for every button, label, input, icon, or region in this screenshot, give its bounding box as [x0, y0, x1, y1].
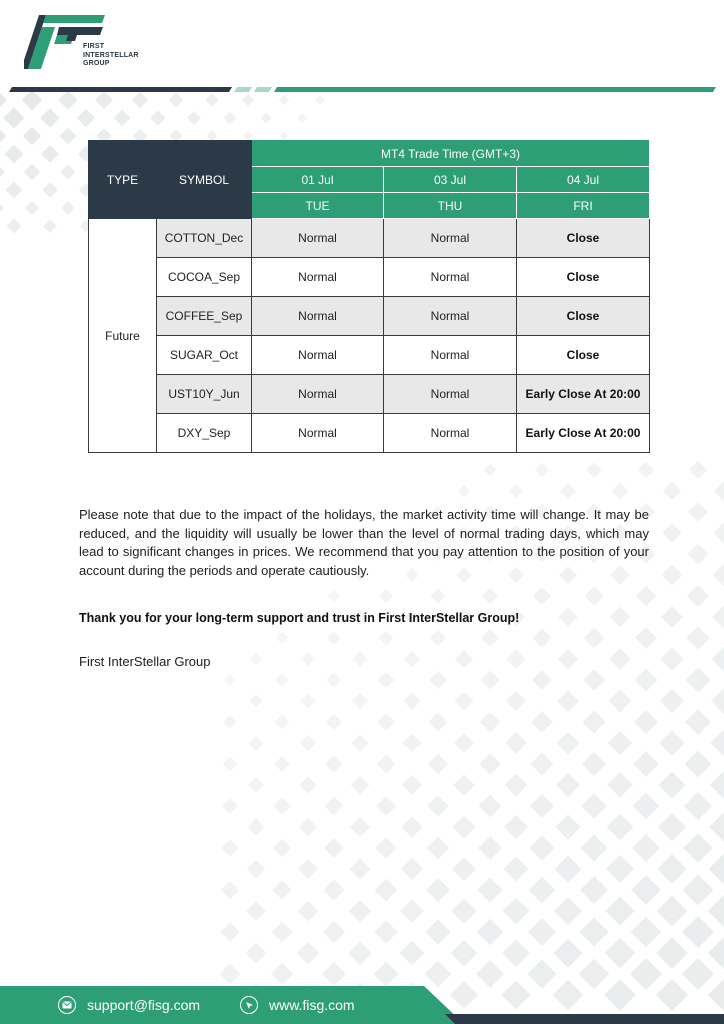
holiday-notice-paragraph: Please note that due to the impact of the holidays, the market activity time will change. It may be reduced, and the liquidity will usually be lower than the level of normal trading days, which may lead to significant changes in prices. We recommend that you pay attention to the position of your account during the periods and operate cautiously.: [79, 507, 649, 578]
background-diamond: [612, 483, 629, 500]
status-cell: Normal: [252, 336, 384, 375]
mail-icon: [58, 996, 76, 1014]
background-diamond: [476, 960, 504, 988]
background-diamond: [658, 813, 686, 841]
background-diamond: [451, 940, 477, 966]
background-diamond: [221, 839, 238, 856]
background-diamond: [712, 647, 724, 672]
background-diamond: [662, 565, 683, 586]
background-diamond: [425, 961, 451, 987]
background-diamond: [709, 812, 724, 842]
background-diamond: [430, 588, 445, 603]
status-cell: Normal: [252, 258, 384, 297]
background-diamond: [634, 710, 658, 734]
background-diamond: [273, 839, 292, 858]
date-header-2: 03 Jul: [384, 167, 517, 193]
background-diamond: [453, 816, 476, 839]
background-diamond: [659, 730, 685, 756]
table-row: [89, 375, 650, 414]
background-diamond: [605, 896, 634, 925]
footer-email[interactable]: [58, 994, 200, 1016]
trade-time-table-wrapper: [88, 140, 650, 453]
background-diamond: [260, 112, 271, 123]
background-diamond: [452, 857, 476, 881]
status-cell: Early Close At 20:00: [517, 375, 650, 414]
background-diamond: [374, 920, 398, 944]
background-diamond: [272, 880, 292, 900]
background-diamond: [327, 673, 342, 688]
background-diamond: [708, 937, 724, 969]
background-diamond: [579, 959, 610, 990]
background-diamond: [378, 630, 393, 645]
symbol-cell: COFFEE_Sep: [157, 297, 252, 336]
background-diamond: [299, 818, 318, 837]
background-diamond: [323, 879, 344, 900]
status-cell: Early Close At 20:00: [517, 414, 650, 453]
background-diamond: [223, 715, 236, 728]
background-diamond: [686, 626, 709, 649]
background-diamond: [324, 838, 344, 858]
background-diamond: [351, 776, 370, 795]
background-diamond: [610, 607, 631, 628]
background-diamond: [7, 219, 22, 234]
background-diamond: [687, 585, 709, 607]
background-diamond: [503, 898, 530, 925]
status-cell: Normal: [384, 375, 517, 414]
background-diamond: [477, 919, 504, 946]
background-diamond: [352, 693, 368, 709]
table-row: [89, 336, 650, 375]
background-diamond: [458, 485, 471, 498]
background-diamond: [583, 669, 605, 691]
background-diamond: [297, 942, 319, 964]
background-diamond: [242, 94, 254, 106]
background-diamond: [504, 815, 528, 839]
trade-time-table: [88, 140, 650, 453]
background-diamond: [349, 900, 371, 922]
background-diamond: [132, 92, 148, 108]
background-diamond: [77, 109, 95, 127]
background-diamond: [556, 731, 579, 754]
status-cell: Normal: [384, 219, 517, 258]
footer: [0, 986, 724, 1024]
status-cell: Normal: [252, 297, 384, 336]
footer-website-text[interactable]: www.fisg.com: [269, 997, 355, 1013]
background-diamond: [684, 792, 712, 820]
background-diamond: [275, 673, 289, 687]
background-diamond: [325, 797, 344, 816]
background-diamond: [0, 200, 4, 216]
background-diamond: [713, 564, 724, 586]
background-diamond: [223, 757, 238, 772]
background-diamond: [708, 895, 724, 927]
background-diamond: [509, 484, 523, 498]
background-diamond: [477, 877, 502, 902]
background-diamond: [682, 916, 714, 948]
background-diamond: [535, 463, 549, 477]
background-diamond: [377, 755, 396, 774]
background-diamond: [299, 776, 316, 793]
type-cell: Future: [89, 219, 157, 453]
background-diamond: [484, 464, 497, 477]
background-diamond: [555, 814, 580, 839]
status-cell: Close: [517, 336, 650, 375]
background-diamond: [348, 941, 372, 965]
background-diamond: [688, 502, 708, 522]
background-diamond: [607, 814, 634, 841]
background-diamond: [689, 461, 707, 479]
background-diamond: [480, 712, 500, 732]
mt4-trade-time-header: MT4 Trade Time (GMT+3): [252, 141, 650, 167]
background-diamond: [0, 163, 5, 181]
background-diamond: [220, 964, 241, 985]
background-diamond: [530, 794, 554, 818]
background-diamond: [59, 127, 76, 144]
status-cell: Close: [517, 219, 650, 258]
background-diamond: [659, 772, 686, 799]
logo-line-3: GROUP: [83, 60, 110, 67]
day-header-3: FRI: [517, 193, 650, 219]
table-row: [89, 219, 650, 258]
footer-email-text[interactable]: support@fisg.com: [87, 997, 201, 1013]
background-diamond: [631, 875, 660, 904]
background-diamond: [425, 919, 450, 944]
background-diamond: [275, 715, 290, 730]
background-diamond: [375, 837, 396, 858]
logo-line-2: INTERSTELLAR: [83, 51, 139, 59]
background-diamond: [349, 858, 370, 879]
background-diamond: [657, 896, 688, 927]
background-diamond: [205, 93, 219, 107]
background-diamond: [42, 182, 58, 198]
background-diamond: [61, 201, 74, 214]
background-diamond: [710, 729, 724, 756]
background-diamond: [40, 108, 60, 128]
background-diamond: [632, 834, 660, 862]
background-diamond: [683, 833, 713, 863]
background-diamond: [608, 689, 631, 712]
background-diamond: [249, 694, 263, 708]
background-diamond: [503, 856, 528, 881]
background-diamond: [657, 854, 686, 883]
background-diamond: [274, 756, 290, 772]
background-diamond: [301, 694, 316, 709]
background-diamond: [714, 481, 724, 501]
background-diamond: [300, 735, 316, 751]
background-diamond: [479, 753, 501, 775]
background-diamond: [220, 922, 240, 942]
status-cell: Normal: [252, 414, 384, 453]
background-diamond: [661, 606, 683, 628]
type-header: TYPE: [89, 141, 157, 219]
background-diamond: [246, 943, 267, 964]
status-cell: Normal: [384, 336, 517, 375]
status-cell: Close: [517, 297, 650, 336]
background-diamond: [279, 95, 290, 106]
background-diamond: [373, 961, 398, 986]
background-diamond: [325, 755, 342, 772]
cursor-icon: [240, 996, 258, 1014]
background-diamond: [246, 901, 266, 921]
background-diamond: [404, 651, 420, 667]
background-diamond: [428, 754, 448, 774]
background-diamond: [685, 709, 711, 735]
background-diamond: [683, 875, 714, 906]
background-diamond: [401, 858, 424, 881]
symbol-cell: DXY_Sep: [157, 414, 252, 453]
background-diamond: [222, 798, 238, 814]
symbol-cell: COTTON_Dec: [157, 219, 252, 258]
background-diamond: [25, 201, 40, 216]
background-diamond: [527, 959, 556, 988]
day-header-1: TUE: [252, 193, 384, 219]
background-diamond: [556, 773, 580, 797]
background-diamond: [224, 112, 237, 125]
status-cell: Normal: [252, 375, 384, 414]
background-diamond: [532, 628, 551, 647]
background-diamond: [323, 921, 345, 943]
symbol-cell: COCOA_Sep: [157, 258, 252, 297]
background-diamond: [402, 775, 422, 795]
background-diamond: [605, 938, 636, 969]
background-diamond: [454, 733, 474, 753]
background-diamond: [273, 797, 290, 814]
background-diamond: [169, 93, 184, 108]
background-diamond: [558, 607, 577, 626]
background-diamond: [606, 855, 634, 883]
background-diamond: [248, 777, 264, 793]
status-cell: Normal: [384, 258, 517, 297]
background-diamond: [635, 627, 657, 649]
background-diamond: [271, 963, 293, 985]
background-diamond: [638, 462, 655, 479]
background-diamond: [351, 734, 369, 752]
background-diamond: [430, 630, 446, 646]
background-diamond: [506, 691, 526, 711]
background-diamond: [684, 750, 711, 777]
background-diamond: [276, 632, 288, 644]
background-diamond: [607, 772, 633, 798]
background-diamond: [529, 835, 554, 860]
background-diamond: [376, 796, 396, 816]
background-diamond: [247, 860, 266, 879]
background-diamond: [528, 918, 556, 946]
table-row: [89, 258, 650, 297]
background-diamond: [656, 937, 688, 969]
background-diamond: [301, 652, 315, 666]
status-cell: Normal: [252, 219, 384, 258]
symbol-header: SYMBOL: [157, 141, 252, 219]
background-diamond: [634, 668, 657, 691]
background-diamond: [633, 751, 659, 777]
background-diamond: [580, 876, 608, 904]
background-diamond: [505, 774, 528, 797]
background-diamond: [187, 111, 201, 125]
status-cell: Normal: [384, 297, 517, 336]
background-diamond: [426, 878, 450, 902]
background-diamond: [662, 523, 682, 543]
background-diamond: [709, 854, 724, 885]
background-diamond: [41, 145, 59, 163]
status-cell: Close: [517, 258, 650, 297]
background-diamond: [478, 836, 502, 860]
background-diamond: [315, 95, 324, 104]
background-diamond: [636, 586, 657, 607]
background-diamond: [581, 793, 607, 819]
background-diamond: [247, 818, 264, 835]
background-diamond: [453, 774, 475, 796]
background-diamond: [224, 674, 236, 686]
background-diamond: [710, 771, 724, 799]
day-header-2: THU: [384, 193, 517, 219]
background-diamond: [350, 817, 370, 837]
background-diamond: [249, 736, 264, 751]
background-diamond: [555, 856, 582, 883]
table-row: [89, 414, 650, 453]
background-diamond: [531, 753, 554, 776]
logo-line-1: FIRST: [83, 43, 105, 50]
background-diamond: [502, 939, 530, 967]
background-diamond: [0, 126, 6, 146]
date-header-3: 04 Jul: [517, 167, 650, 193]
background-diamond: [714, 523, 724, 544]
background-diamond: [429, 713, 448, 732]
signature: First InterStellar Group: [79, 654, 211, 669]
background-diamond: [660, 689, 685, 714]
background-diamond: [660, 647, 683, 670]
background-diamond: [711, 688, 724, 714]
background-diamond: [560, 483, 576, 499]
background-diamond: [427, 837, 450, 860]
background-diamond: [479, 795, 502, 818]
background-diamond: [506, 649, 525, 668]
background-diamond: [43, 219, 57, 233]
background-diamond: [505, 732, 527, 754]
background-diamond: [327, 631, 341, 645]
background-diamond: [529, 877, 556, 904]
background-diamond: [455, 650, 473, 668]
background-diamond: [586, 462, 602, 478]
background-diamond: [400, 899, 424, 923]
background-diamond: [4, 108, 25, 129]
background-diamond: [481, 629, 499, 647]
background-diamond: [5, 145, 24, 164]
background-diamond: [326, 714, 342, 730]
background-diamond: [60, 164, 75, 179]
background-diamond: [608, 731, 632, 755]
background-diamond: [582, 710, 605, 733]
background-diamond: [531, 711, 553, 733]
background-diamond: [401, 816, 422, 837]
background-diamond: [581, 835, 608, 862]
background-diamond: [322, 962, 346, 986]
thanks-line: Thank you for your long-term support and trust in First InterStellar Group!: [79, 611, 520, 625]
background-diamond: [553, 938, 582, 967]
background-diamond: [686, 668, 711, 693]
background-diamond: [221, 881, 239, 899]
background-diamond: [533, 587, 551, 605]
symbol-cell: SUGAR_Oct: [157, 336, 252, 375]
date-header-1: 01 Jul: [252, 167, 384, 193]
background-diamond: [454, 691, 473, 710]
background-diamond: [532, 670, 552, 690]
background-diamond: [23, 127, 42, 146]
footer-website[interactable]: [240, 994, 355, 1016]
background-diamond: [482, 588, 499, 605]
background-diamond: [688, 544, 709, 565]
background-diamond: [297, 113, 307, 123]
status-cell: Normal: [384, 414, 517, 453]
background-diamond: [150, 110, 165, 125]
background-diamond: [250, 653, 262, 665]
background-diamond: [584, 586, 603, 605]
background-diamond: [554, 897, 582, 925]
header-divider: [0, 86, 724, 94]
background-diamond: [297, 900, 318, 921]
background-diamond: [298, 859, 318, 879]
background-diamond: [328, 590, 340, 602]
background-diamond: [584, 628, 605, 649]
background-diamond: [24, 164, 41, 181]
background-diamond: [377, 713, 395, 731]
background-diamond: [427, 795, 448, 816]
background-diamond: [352, 651, 367, 666]
logo-wordmark: [83, 43, 139, 69]
background-diamond: [399, 940, 424, 965]
background-diamond: [609, 648, 631, 670]
background-diamond: [663, 482, 681, 500]
background-diamond: [379, 589, 393, 603]
background-diamond: [558, 649, 579, 670]
background-diamond: [631, 917, 662, 948]
background-diamond: [403, 734, 422, 753]
background-diamond: [114, 110, 131, 127]
background-diamond: [403, 692, 421, 710]
background-diamond: [633, 793, 660, 820]
background-diamond: [579, 917, 608, 946]
background-diamond: [582, 752, 606, 776]
symbol-cell: UST10Y_Jun: [157, 375, 252, 414]
background-diamond: [480, 670, 499, 689]
background-diamond: [271, 921, 292, 942]
background-diamond: [451, 898, 476, 923]
background-diamond: [375, 879, 398, 902]
background-diamond: [6, 182, 23, 199]
background-diamond: [712, 605, 724, 628]
table-row: [89, 297, 650, 336]
background-diamond: [429, 671, 447, 689]
background-diamond: [557, 690, 579, 712]
background-diamond: [378, 672, 394, 688]
